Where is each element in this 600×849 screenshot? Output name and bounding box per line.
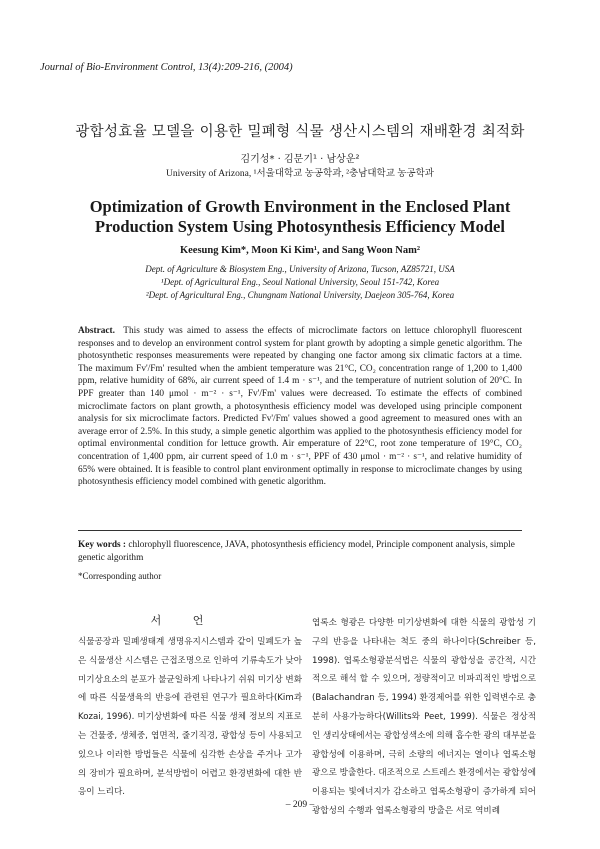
english-title-line-1: Optimization of Growth Environment in the Enclosed Plant [89, 197, 511, 216]
body-column-right: 엽록소 형광은 다양한 미기상변화에 대한 식물의 광합성 기구의 반응을 나타내는 척도 중의 하나이다(Schreiber 등, 1998). 엽록소형광분석법은 식물의 광합성을 공간적, 시간적으로 해석 할 수 있으며, 정량적이고 비파괴적인 방법으로(Balachandran 등, 1994) 환경제어를 위한 입력변수로 충분히 사용가능하다(Willits와 Peet, 1999). 식물은 정상적인 생리상태에서는 광합성색소에 의해 흡수한 광의 대부분을 광합성에 이용하며, 극히 소량의 에너지는 열이나 엽록소형광으로 방출한다. 대조적으로 스트레스 환경에서는 광합성에 이용되는 빛에너지가 감소하고 엽록소형광이 증가하게 되어 광합성의 수행과 엽록소형광의 방출은 서로 역비례 [312, 618, 536, 816]
english-title [0, 197, 600, 237]
korean-affiliation: University of Arizona, ¹서울대학교 농공학과, ²충남대학교 농공학과 [166, 169, 434, 179]
korean-authors: 김기성* · 김문기¹ · 남상운² [240, 154, 360, 165]
body-column-left: 식물공장과 밀폐생태계 생명유지시스템과 같이 밀폐도가 높은 식물생산 시스템은 근접조명으로 인하여 기류속도가 낮아 미기상요소의 분포가 불균일하게 나타나기 쉬워 미기상 변화에 따른 식물생육의 반응에 관련된 연구가 필요하다(Kim과 Kozai, 1996). 미기상변화에 따른 식물 생체 정보의 지표로는 건물중, 생체중, 엽면적, 줄기직경, 광합성 등이 사용되고 있으나 이러한 방법들은 식물에 심각한 손상을 주거나 고가의 장비가 필요하며, 분석방법이 어렵고 환경변화에 대한 반응이 느리다. [78, 637, 302, 798]
english-authors: Keesung Kim*, Moon Ki Kim¹, and Sang Woon Nam² [179, 245, 421, 256]
english-title-line-2: Production System Using Photosynthesis Efficiency Model [95, 217, 505, 236]
keywords-label: Key words : [78, 540, 127, 550]
journal-citation: Journal of Bio-Environment Control, 13(4):209-216, (2004) [40, 62, 293, 73]
english-affiliation-3: ²Dept. of Agricultural Eng., Chungnam National University, Daejeon 305-764, Korea [145, 290, 455, 300]
abstract-label: Abstract. [78, 326, 115, 336]
english-affiliation-1: Dept. of Agriculture & Biosystem Eng., University of Arizona, Tucson, AZ85721, USA [145, 264, 455, 274]
korean-title: 광합성효율 모델을 이용한 밀폐형 식물 생산시스템의 재배환경 최적화 [75, 124, 525, 140]
english-affiliation-2: ¹Dept. of Agricultural Eng., Seoul National University, Seoul 151-742, Korea [160, 277, 440, 287]
page-number: – 209 – [285, 800, 315, 810]
section-title: 서 언 [150, 614, 218, 627]
keywords-text: chlorophyll fluorescence, JAVA, photosynthesis efficiency model, Principle component analysis, simple genetic algorithm [78, 540, 515, 563]
corresponding-author-note: *Corresponding author [78, 571, 162, 581]
keywords [78, 539, 522, 564]
abstract [78, 325, 522, 489]
abstract-text: This study was aimed to assess the effects of microclimate factors on lettuce chlorophyll fluorescent responses and to develop an environment control system for plant growth by adopting a simple genetic algorithm. The photosynthetic responses measurements were repeated by changing one factor among six climatic factors at a time. The maximum Fv'/Fm' resulted when the ambient temperature was 21°C, CO₂ concentration range of 1,200 to 1,400 ppm, relative humidity of 68%, air current speed of 1.4 m · s⁻¹, and the temperature of nutrient solution of 20°C. In PPF greater than 140 μmol · m⁻² · s⁻¹, Fv'/Fm' values were decreased. To estimate the effects of combined microclimate factors on plant growth, a photosynthesis efficiency model was developed using principle component analysis for six microclimate factors. Predicted Fv'/Fm' values showed a good agreement to measured ones with an average error of 2.5%. In this study, a simple genetic algorthim was applied to the photosynthesis efficiency model for optimal environmental condition for lettuce growth. Air emperature of 22°C, root zone temperature of 19°C, CO₂ concentration of 1,400 ppm, air current speed of 1.0 m · s⁻¹, PPF of 430 μmol · m⁻² · s⁻¹, and relative humidity of 65% were obtained. It is feasible to control plant environment optimally in response to microclimate changes by using photosynthesis efficiency model combined with genetic algorithm. [78, 326, 522, 488]
divider [78, 530, 522, 531]
